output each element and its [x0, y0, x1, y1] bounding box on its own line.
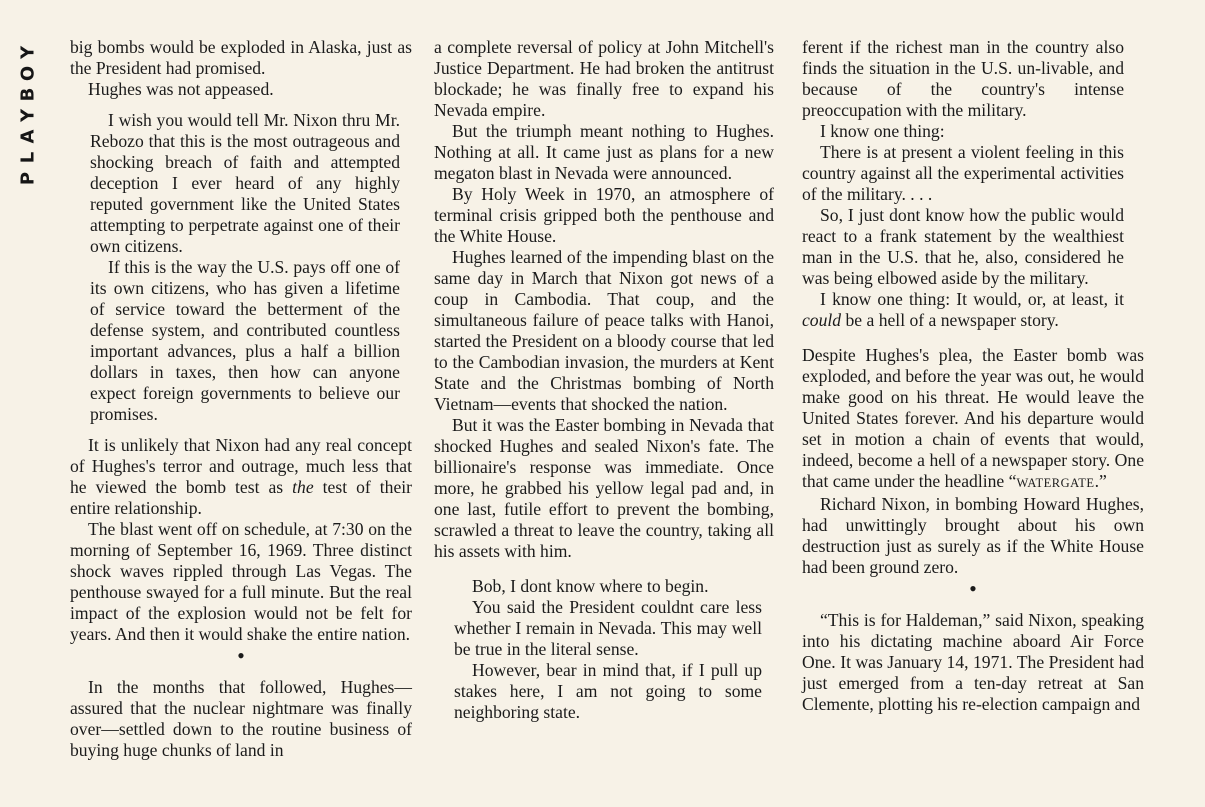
paragraph: In the months that followed, Hughes—assured that the nuclear nightmare was finally over—settled down to the routine business of buying huge chunks of land in — [70, 677, 412, 760]
block-quote — [434, 576, 774, 723]
section-break-bullet: • — [969, 576, 977, 601]
section-break-bullet: • — [237, 643, 245, 668]
paragraph: Despite Hughes's plea, the Easter bomb was exploded, and before the year was out, he would make good on his threat. He would leave the United States forever. And his departure would set in motion a chain of events that would, indeed, become a hell of a newspaper story. One that came under the headline “WATERGATE.” — [802, 345, 1144, 491]
paragraph: Richard Nixon, in bombing Howard Hughes, had unwittingly brought about his own destruction just as surely as if the White House had been ground zero. — [802, 494, 1144, 577]
paragraph: Hughes was not appeased. — [88, 79, 274, 99]
paragraph: It is unlikely that Nixon had any real concept of Hughes's terror and outrage, much less that he viewed the bomb test as the test of their entire relationship. — [70, 435, 412, 518]
column-2 — [434, 37, 774, 723]
block-quote — [802, 37, 1144, 331]
quote-paragraph: You said the President couldnt care less whether I remain in Nevada. This may well be true in the literal sense. — [454, 597, 762, 659]
quote-paragraph: However, bear in mind that, if I pull up stakes here, I am not going to some neighboring state. — [454, 660, 762, 722]
paragraph: Hughes learned of the impending blast on the same day in March that Nixon got news of a coup in Cambodia. That coup, and the simultaneous failure of peace talks with Hanoi, started the President on a bloody course that led to the Cambodian invasion, the murders at Kent State and the Christmas bombing of North Vietnam—events that shocked the nation. — [434, 247, 774, 414]
quote-paragraph: I know one thing: It would, or, at least, it could be a hell of a newspaper story. — [802, 289, 1124, 330]
quote-paragraph: If this is the way the U.S. pays off one of its own citizens, who has given a lifetime of service toward the betterment of the defense system, and contributed countless important advances, plus a half a billion dollars in taxes, then how can anyone expect foreign governments to believe our promises. — [90, 257, 400, 424]
column-1 — [70, 37, 412, 761]
paragraph: But the triumph meant nothing to Hughes. Nothing at all. It came just as plans for a new megaton blast in Nevada were announced. — [434, 121, 774, 183]
paragraph: “This is for Haldeman,” said Nixon, speaking into his dictating machine aboard Air Force One. It was January 14, 1971. The President had just emerged from a ten-day retreat at San Clemente, plotting his re-election campaign and — [802, 610, 1144, 714]
paragraph: big bombs would be exploded in Alaska, just as the President had promised. — [70, 37, 412, 78]
column-3 — [802, 37, 1144, 715]
quote-paragraph: ferent if the richest man in the country also finds the situation in the U.S. un-livable, and because of the country's intense preoccupation with the military. — [802, 37, 1124, 120]
quote-paragraph: So, I just dont know how the public would react to a frank statement by the wealthiest man in the U.S. that he, also, considered he was being elbowed aside by the military. — [802, 205, 1124, 288]
paragraph: a complete reversal of policy at John Mitchell's Justice Department. He had broken the antitrust blockade; he was finally free to expand his Nevada empire. — [434, 37, 774, 120]
paragraph: But it was the Easter bombing in Nevada that shocked Hughes and sealed Nixon's fate. The billionaire's response was immediate. Once more, he grabbed his yellow legal pad and, in one last, futile effort to prevent the bombing, scrawled a threat to leave the country, taking all his assets with him. — [434, 415, 774, 561]
quote-paragraph: I wish you would tell Mr. Nixon thru Mr. Rebozo that this is the most outrageous and shocking breach of faith and attempted deception I ever heard of any highly reputed government like the United States attempting to perpetrate against one of their own citizens. — [90, 110, 400, 256]
block-quote — [70, 110, 412, 425]
quote-paragraph: Bob, I dont know where to begin. — [472, 576, 709, 596]
paragraph: By Holy Week in 1970, an atmosphere of terminal crisis gripped both the penthouse and the White House. — [434, 184, 774, 246]
paragraph: The blast went off on schedule, at 7:30 on the morning of September 16, 1969. Three distinct shock waves rippled through Las Vegas. The penthouse swayed for a full minute. But the real impact of the explosion would not be felt for years. And then it would shake the entire nation. — [70, 519, 412, 644]
quote-paragraph: There is at present a violent feeling in this country against all the experimental activities of the military. . . . — [802, 142, 1124, 204]
quote-paragraph: I know one thing: — [820, 121, 945, 141]
running-head-playboy: Y O B Y A L P — [17, 41, 39, 186]
